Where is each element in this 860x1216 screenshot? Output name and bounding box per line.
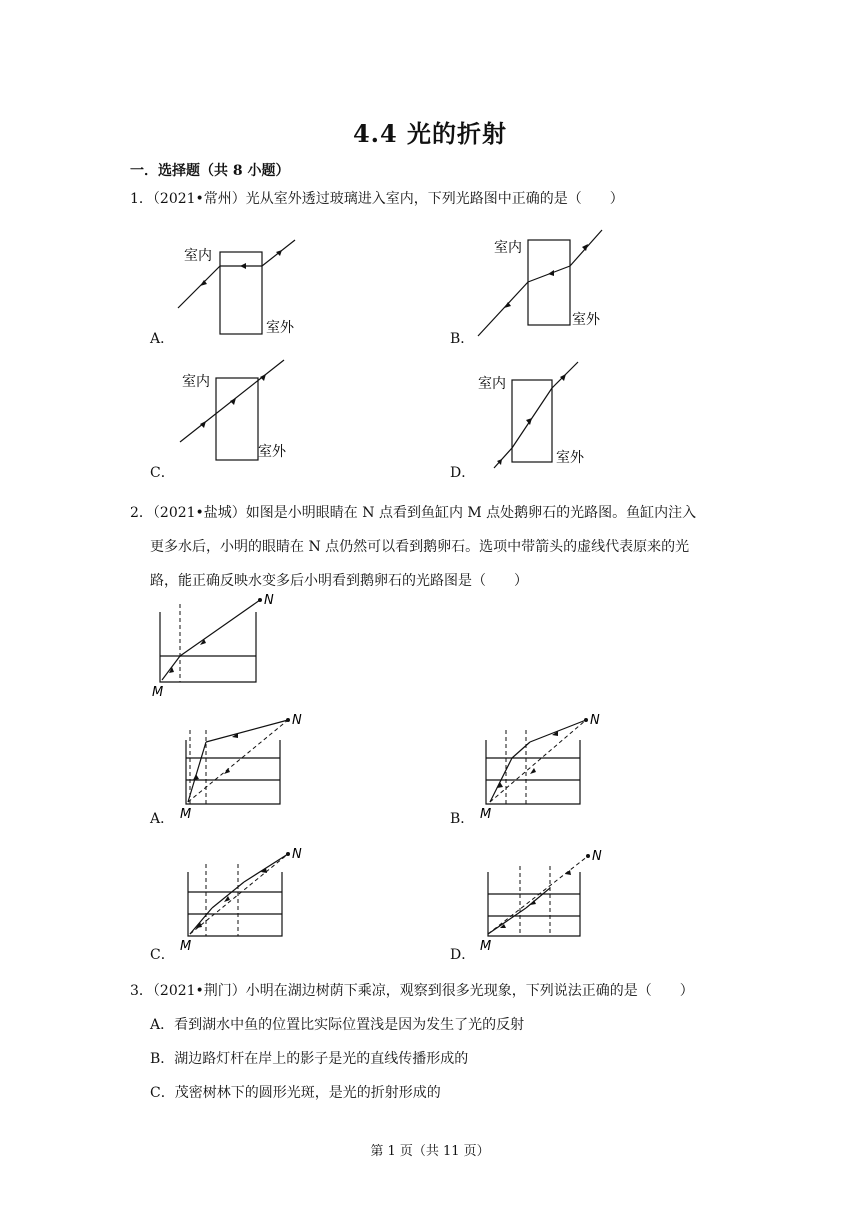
q2c-n-label: N <box>292 847 302 862</box>
q3-text: 3．（2021•荆门）小明在湖边树荫下乘凉，观察到很多光现象，下列说法正确的是（ ） <box>130 983 694 999</box>
q2d-n-label: N <box>592 849 602 864</box>
q1-option-c-label: C． <box>150 465 175 481</box>
q2a-n-label: N <box>292 713 302 728</box>
q3-option-c: C．茂密树林下的圆形光斑，是光的折射形成的 <box>150 1085 441 1101</box>
q1c-outdoor-label: 室外 <box>258 444 286 460</box>
q2c-m-label: M <box>180 939 192 954</box>
question-2-text <box>130 496 696 598</box>
q2b-m-label: M <box>480 807 492 822</box>
q1-option-d-diagram <box>470 358 610 473</box>
q2-option-a-label: A． <box>150 811 175 827</box>
q2-main-diagram <box>150 590 290 700</box>
q1a-indoor-label: 室内 <box>184 248 212 264</box>
q2-option-c-diagram <box>176 842 316 957</box>
q2-option-b-diagram <box>476 710 616 825</box>
q3-option-a: A．看到湖水中鱼的位置比实际位置浅是因为发生了光的反射 <box>150 1017 525 1033</box>
q1-option-b-diagram <box>470 226 610 341</box>
q3-option-b: B．湖边路灯杆在岸上的影子是光的直线传播形成的 <box>150 1051 469 1067</box>
page-footer: 第 1 页（共 11 页） <box>370 1144 490 1159</box>
q1b-indoor-label: 室内 <box>494 240 522 256</box>
q1b-outdoor-label: 室外 <box>572 312 600 328</box>
q2a-m-label: M <box>180 807 192 822</box>
q2-main-m-label: M <box>152 685 164 700</box>
q1c-indoor-label: 室内 <box>182 374 210 390</box>
q2-line-2: 更多水后，小明的眼睛在 N 点仍然可以看到鹅卵石。选项中带箭头的虚线代表原来的光 <box>150 539 690 555</box>
question-3 <box>130 974 694 1110</box>
q2-main-n-label: N <box>264 593 274 608</box>
q1-option-d-label: D． <box>450 465 476 481</box>
q2-option-b-label: B． <box>450 811 475 827</box>
q1-option-c-diagram <box>172 358 312 468</box>
q1-option-a-diagram <box>170 232 310 342</box>
q2-option-a-diagram <box>176 710 316 825</box>
q2-line-3: 路，能正确反映水变多后小明看到鹅卵石的光路图是（ ） <box>150 573 528 589</box>
q1a-outdoor-label: 室外 <box>266 320 294 336</box>
question-1-text: 1．（2021•常州）光从室外透过玻璃进入室内，下列光路图中正确的是（ ） <box>130 191 624 207</box>
q2-option-c-label: C． <box>150 947 175 963</box>
q1-option-a-label: A． <box>150 331 175 347</box>
q2d-m-label: M <box>480 939 492 954</box>
page-title: 4.4 光的折射 <box>352 119 508 148</box>
section-heading: 一．选择题（共 8 小题） <box>130 163 290 179</box>
q2-line-1: 2．（2021•盐城）如图是小明眼睛在 N 点看到鱼缸内 M 点处鹅卵石的光路图。鱼缸内注入 <box>130 505 697 521</box>
q2-option-d-diagram <box>476 842 616 957</box>
q2b-n-label: N <box>590 713 600 728</box>
q1-option-b-label: B． <box>450 331 475 347</box>
q1d-outdoor-label: 室外 <box>556 450 584 466</box>
q2-option-d-label: D． <box>450 947 476 963</box>
q1d-indoor-label: 室内 <box>478 376 506 392</box>
